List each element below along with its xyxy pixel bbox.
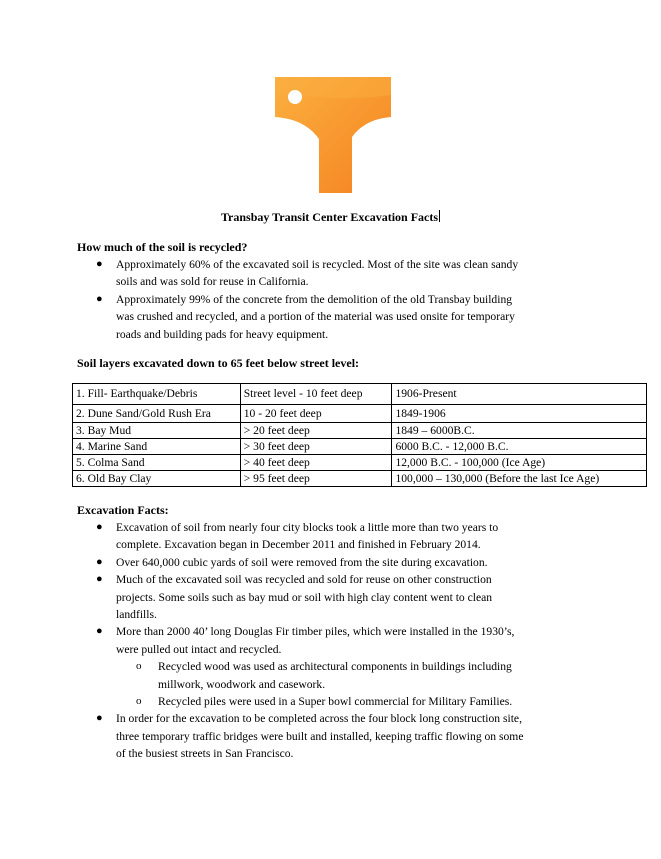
list-item: ● Much of the excavated soil was recycled and sold for reuse on other construction projects. Some soils such as bay mud or soil with high clay content went to clean landfills. xyxy=(96,573,493,622)
sub-list xyxy=(116,658,592,710)
table-cell: > 30 feet deep xyxy=(240,439,392,455)
table-row xyxy=(73,423,647,439)
table-cell: 1849-1906 xyxy=(392,405,647,423)
table-cell: 1. Fill- Earthquake/Debris xyxy=(73,384,241,405)
table-cell: 6000 B.C. - 12,000 B.C. xyxy=(392,439,647,455)
circle-bullet-icon: o xyxy=(136,695,142,708)
table-cell: 1849 – 6000B.C. xyxy=(392,423,647,439)
heading-excavation-facts: Excavation Facts: xyxy=(77,503,169,517)
table-cell: > 20 feet deep xyxy=(240,423,392,439)
table-cell: Street level - 10 feet deep xyxy=(240,384,392,405)
table-cell: 4. Marine Sand xyxy=(73,439,241,455)
table-row xyxy=(73,455,647,471)
table-cell: 12,000 B.C. - 100,000 (Ice Age) xyxy=(392,455,647,471)
table-cell: 5. Colma Sand xyxy=(73,455,241,471)
table-row xyxy=(73,439,647,455)
circle-bullet-icon: o xyxy=(136,660,142,673)
table-cell: > 95 feet deep xyxy=(240,471,392,487)
table-cell: > 40 feet deep xyxy=(240,455,392,471)
heading-recycled: How much of the soil is recycled? xyxy=(77,240,248,254)
recycled-list xyxy=(92,256,592,343)
table-cell: 2. Dune Sand/Gold Rush Era xyxy=(73,405,241,423)
text-cursor xyxy=(439,210,440,222)
list-item: ● In order for the excavation to be completed across the four block long construction site, three temporary traffic bridges were built and installed, keeping traffic flowing on some of the busiest streets in San Francisco. xyxy=(96,712,524,761)
facts-list xyxy=(92,519,592,763)
list-item: ● Excavation of soil from nearly four city blocks took a little more than two years to complete. Excavation began in December 2011 and finished in February 2014. xyxy=(96,521,499,552)
bullet-icon: ● xyxy=(96,521,103,533)
list-item: ● Over 640,000 cubic yards of soil were removed from the site during excavation. xyxy=(92,554,592,571)
bullet-icon: ● xyxy=(96,573,103,586)
bullet-icon: ● xyxy=(96,258,103,270)
table-cell: 6. Old Bay Clay xyxy=(73,471,241,487)
table-cell: 1906-Present xyxy=(392,384,647,405)
document-title: Transbay Transit Center Excavation Facts xyxy=(220,210,439,224)
list-item: ● More than 2000 40’ long Douglas Fir timber piles, which were installed in the 1930’s, were pulled out intact and recycled. o Recycled wood was used as architectural components in buildings including millwork, woodwork and casework. o Recycled piles were used in a Super bowl commercial for Military Families. xyxy=(92,623,592,710)
table-cell: 10 - 20 feet deep xyxy=(240,405,392,423)
heading-soil-layers: Soil layers excavated down to 65 feet below street level: xyxy=(77,356,360,370)
table-cell: 100,000 – 130,000 (Before the last Ice Age) xyxy=(392,471,647,487)
bullet-icon: ● xyxy=(96,292,103,305)
sub-list-item: o Recycled wood was used as architectural components in buildings including millwork, woodwork and casework. xyxy=(136,660,512,691)
table-row xyxy=(73,471,647,487)
bullet-icon: ● xyxy=(96,555,103,568)
bullet-icon: ● xyxy=(96,625,103,638)
bullet-icon: ● xyxy=(96,712,103,725)
table-cell: 3. Bay Mud xyxy=(73,423,241,439)
table-row xyxy=(73,405,647,423)
soil-layers-table xyxy=(72,383,647,487)
sub-list-item: o Recycled piles were used in a Super bowl commercial for Military Families. xyxy=(116,693,592,710)
list-item: ● Approximately 60% of the excavated soil is recycled. Most of the site was clean sandy soils and was sold for reuse in California. xyxy=(96,258,519,289)
table-row xyxy=(73,384,647,405)
list-item: ● Approximately 99% of the concrete from the demolition of the old Transbay building was crushed and recycled, and a portion of the material was used onsite for temporary roads and building pads for heavy equipment. xyxy=(96,292,515,341)
transbay-logo xyxy=(275,77,391,193)
